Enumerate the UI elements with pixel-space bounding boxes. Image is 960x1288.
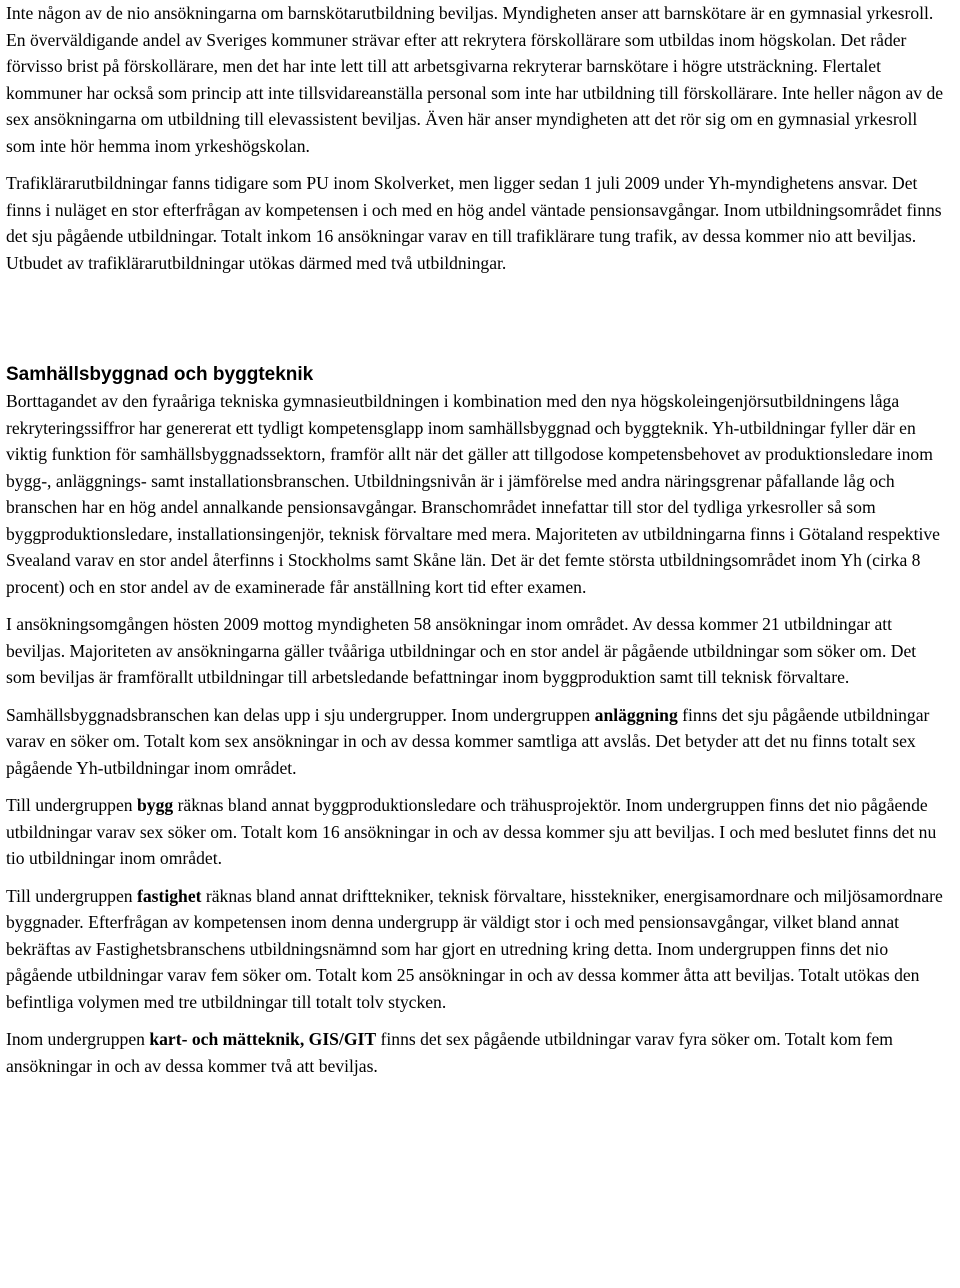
- paragraph-bold-term: anläggning: [594, 704, 678, 725]
- paragraph-bold-term: bygg: [136, 795, 174, 815]
- paragraph-text: finns det sju pågående utbildningar varav en söker om. Totalt kom sex ansökningar in och av dessa kommer samtliga att avslås. Det betyder att det nu finns totalt sex pågående Yh-utbildningar inom området.: [6, 704, 930, 778]
- paragraph-text: räknas bland annat byggproduktionsledare och trähusprojektör. Inom undergruppen finns det nio pågående utbildningar varav sex söker om. Totalt kom 16 ansökningar in och av dessa kommer sju att beviljas. I och med beslutet finns det nu tio utbildningar inom området.: [6, 795, 937, 868]
- paragraph-fastighet: [6, 883, 948, 1016]
- paragraph-text: Inom undergruppen: [6, 1029, 150, 1049]
- paragraph-ansokningsomgang: [6, 611, 948, 691]
- paragraph-bold-term: kart- och mätteknik, GIS/GIT: [149, 1029, 377, 1049]
- paragraph-text: Det råder förvisso brist på förskollärare, men det har inte lett till att arbetsgivarna rekryterar barnskötare i högre utsträckning.: [6, 29, 907, 76]
- paragraph-text: Flertalet kommuner har också som princip att inte tillsvidareanställa personal som inte har utbildning till förskollärare. Inte heller någon av de sex ansökningarna om utbildning till elevassistent beviljas. Även här anser myndigheten att det rör sig om en gymnasial yrkesroll som inte hör hemma inom yrkeshögskolan.: [6, 56, 944, 156]
- paragraph-text: finns det sex pågående utbildningar varav fyra söker om. Totalt kom fem ansökningar in och av dessa kommer två att beviljas.: [6, 1029, 893, 1076]
- paragraph-bold-term: fastighet: [136, 885, 202, 906]
- paragraph-kart-och-matteknik: [6, 1026, 948, 1079]
- paragraph-trafiklarare: [6, 170, 948, 276]
- paragraph-text: Till undergruppen: [6, 795, 137, 815]
- paragraph-bygg: [6, 792, 948, 872]
- paragraph-text: Inte någon av de nio ansökningarna om barnskötarutbildning beviljas. Myndigheten anser att barnskötare är en gymnasial yrkesroll. En överväldigande andel av Sveriges kommuner strävar efter att rekrytera förskollärare som utbildas inom högskolan.: [6, 3, 934, 50]
- paragraph-text: räknas bland annat drifttekniker, teknisk förvaltare, hisstekniker, energisamordnare och miljösamordnare byggnader. Efterfrågan av kompetensen inom denna undergrupp är väldigt stor i och med pensionsavgångar, vilket bland annat bekräftas av Fastighetsbranschens utbildningsnämnd som har gjort en utredning kring detta. Inom undergruppen finns det nio pågående utbildningar varav fem söker om. Totalt kom 25 ansökningar in och av dessa kommer åtta att beviljas. Totalt utökas den befintliga volymen med tre utbildningar till totalt tolv stycken.: [6, 885, 943, 1012]
- paragraph-samhallsbyggnad-intro: [6, 388, 948, 600]
- paragraph-text: Samhällsbyggnadsbranschen kan delas upp i sju undergrupper. Inom undergruppen: [6, 704, 595, 725]
- paragraph-text: Borttagandet av den fyraåriga tekniska gymnasieutbildningen i kombination med den nya högskoleingenjörsutbildningens låga rekryteringssiffror har genererat ett tydligt kompetensglapp inom samhällsbyggnad och byggteknik. Yh-utbildningar fyller där en viktig funktion för samhällsbyggnadssektorn, framför allt när det gäller att tillgodose kompetensbehovet av produktionsledare inom bygg-, anläggnings- samt installationsbranschen. Utbildningsnivån är i jämförelse med andra näringsgrenar påfallande låg och branschen har en hög andel annalkande pensionsavgångar. Branschområdet innefattar till stor del tydliga yrkesroller så som byggproduktionsledare, installationsingenjör, teknisk förvaltare med mera. Majoriteten av utbildningarna finns i Götaland respektive Svealand varav en stor andel återfinns i Stockholms samt Skåne län. Det är det femte största utbildningsområdet inom Yh (cirka 8 procent) och en stor andel av de examinerade får anställning kort tid efter examen.: [6, 391, 940, 597]
- section-heading: Samhällsbyggnad och byggteknik: [6, 364, 314, 385]
- paragraph-text: Till undergruppen: [6, 885, 137, 906]
- paragraph-text: I ansökningsomgången hösten 2009 mottog myndigheten 58 ansökningar inom området. Av dessa kommer 21 utbildningar att beviljas. Majoriteten av ansökningarna gäller tvååriga utbildningar och en stor andel är pågående utbildningar som söker om. Det som beviljas är framförallt utbildningar till arbetsledande befattningar inom byggproduktion samt till teknisk förvaltare.: [6, 614, 917, 687]
- paragraph-anlaggning: [6, 702, 948, 782]
- paragraph-barnskotare: [6, 0, 948, 159]
- paragraph-text: Trafiklärarutbildningar fanns tidigare som PU inom Skolverket, men ligger sedan 1 juli 2009 under Yh-myndighetens ansvar. Det finns i nuläget en stor efterfrågan av kompetensen i och med en hög andel väntade pensionsavgångar. Inom utbildningsområdet finns det sju pågående utbildningar. Totalt inkom 16 ansökningar varav en till trafiklärare tung trafik, av dessa kommer nio att beviljas. Utbudet av trafiklärarutbildningar utökas därmed med två utbildningar.: [6, 173, 942, 273]
